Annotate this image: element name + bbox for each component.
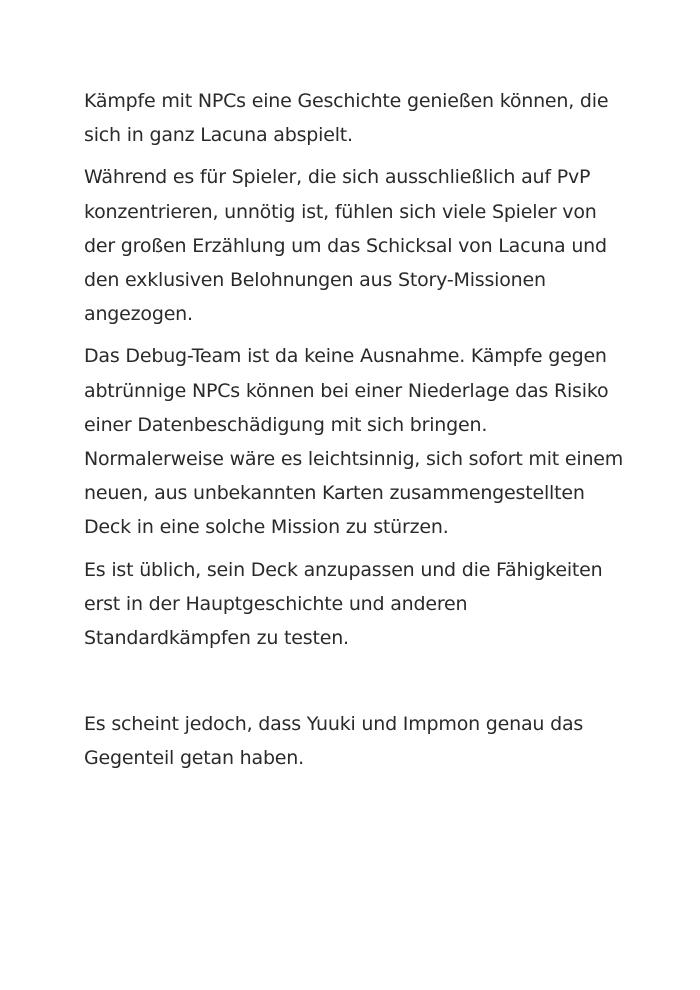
paragraph-deck-testing: Es ist üblich, sein Deck anzupassen und die Fähigkeiten erst in der Hauptgeschichte und anderen Standardkämpfen zu testen. xyxy=(84,558,603,650)
paragraph-yuuki-impmon: Es scheint jedoch, dass Yuuki und Impmon genau das Gegenteil getan haben. xyxy=(84,713,584,770)
paragraph-npc-battles: Kämpfe mit NPCs eine Geschichte genießen können, die sich in ganz Lacuna abspielt. xyxy=(84,90,609,147)
paragraph-debug-team: Das Debug-Team ist da keine Ausnahme. Kämpfe gegen abtrünnige NPCs können bei einer Niederlage das Risiko einer Datenbeschädigung mit sich bringen. Normalerweise wäre es leichtsinnig, sich sofort mit einem neuen, aus unbekannten Karten zusammengestellten Deck in eine solche Mission zu stürzen. xyxy=(84,345,624,539)
document-page xyxy=(84,84,624,784)
paragraph-pvp-players: Während es für Spieler, die sich ausschließlich auf PvP konzentrieren, unnötig ist, fühlen sich viele Spieler von der großen Erzählung um das Schicksal von Lacuna und den exklusiven Belohnungen aus Story-Missionen angezogen. xyxy=(84,166,607,326)
